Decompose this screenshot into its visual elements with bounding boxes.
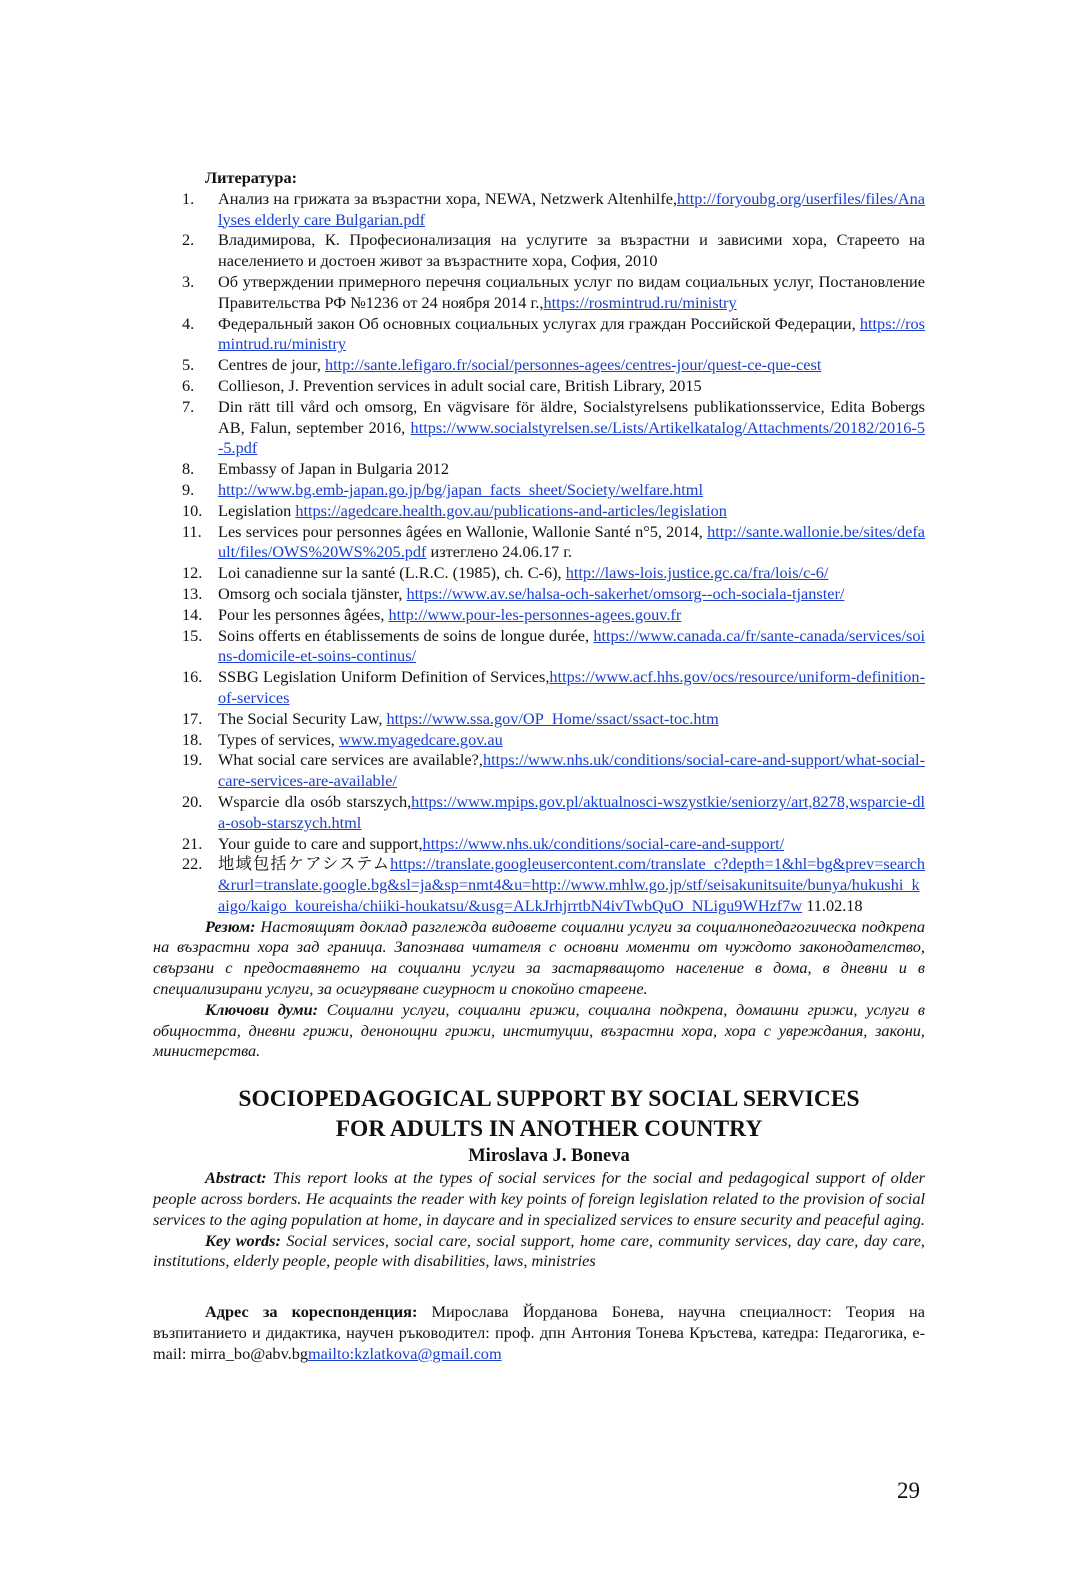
reference-item [153,522,925,564]
reference-link[interactable]: http://www.bg.emb-japan.go.jp/bg/japan_facts_sheet/Society/welfare.html [218,479,703,499]
reference-item [153,459,925,480]
article-title-line-1: SOCIOPEDAGOGICAL SUPPORT BY SOCIAL SERVICES [238,1086,860,1113]
abstract-en-label: Abstract: [205,1168,267,1188]
reference-link[interactable]: http://www.pour-les-personnes-agees.gouv.fr [388,604,682,624]
reference-number: 6. [182,375,195,395]
correspondence-label: Адрес за кореспонденция: [205,1302,418,1322]
reference-text: Legislation [218,500,296,520]
reference-text: Les services pour personnes âgées en Wallonie, Wallonie Santé n°5, 2014, [218,521,708,541]
reference-text: Федеральный закон Об основных социальных услугах для граждан Российской Федерации, [218,313,860,333]
reference-text: Din rätt till vård och omsorg, En vägvisare för äldre, Socialstyrelsens publikationsservice, Edita Bobergs AB, Falun, september 2016, [218,396,925,437]
reference-item [153,376,925,397]
reference-text: Loi canadienne sur la santé (L.R.C. (1985), ch. C-6), [218,563,566,583]
keywords-bg-text: Социални услуги, социални грижи, социална подкрепа, домашни грижи, услуги в общността, дневни грижи, денонощни грижи, институции, възрастни хора, хора с увреждания, закони, министерства. [153,999,926,1061]
correspondence-email-link[interactable]: mailto:kzlatkova@gmail.com [308,1343,502,1363]
summary-bg-label: Резюм: [205,916,256,936]
reference-item [153,667,925,709]
reference-item [153,314,925,356]
summary-bg-text: Настоящият доклад разглежда видовете социални услуги за социалнопедагогическа подкрепа на възрастни хора зад граница. Запознава читателя с основни моменти от чуждото законодателство, свързани с предоставянето на социални услуги за застаряващото население в дома, в дневни и в специализирани услуги, за осигуряване сигурност и спокойно стареене. [153,916,925,999]
reference-text: Анализ на грижата за възрастни хора, NEWA, Netzwerk Altenhilfe, [218,188,678,208]
reference-number: 16. [182,667,203,687]
keywords-bg-label: Ключови думи: [205,999,319,1019]
literature-heading: Литература: [205,168,298,187]
reference-text: Centres de jour, [218,355,325,375]
reference-link[interactable]: https://agedcare.health.gov.au/publications-and-articles/legislation [295,500,727,520]
reference-number: 1. [182,188,195,208]
reference-number: 17. [182,708,203,728]
reference-number: 2. [182,230,195,250]
reference-link[interactable]: http://foryoubg.org/userfiles/files/Analyses elderly care Bulgarian.pdf [218,188,925,229]
reference-number: 19. [182,750,203,770]
reference-text: Collieson, J. Prevention services in adult social care, British Library, 2015 [218,375,702,395]
reference-number: 22. [182,854,203,874]
reference-text: 地域包括ケアシステム [218,854,391,874]
abstract-en [153,1168,925,1230]
reference-number: 13. [182,583,203,603]
reference-link[interactable]: https://www.nhs.uk/conditions/social-care-and-support/what-social-care-services-are-available/ [218,750,925,791]
reference-item [153,709,925,730]
reference-item [153,563,925,584]
reference-item [153,834,925,855]
reference-link[interactable]: https://www.acf.hhs.gov/ocs/resource/uniform-definition-of-services [218,667,925,707]
author-name: Miroslava J. Boneva [468,1146,630,1167]
reference-number: 11. [182,521,202,541]
reference-link[interactable]: https://www.ssa.gov/OP_Home/ssact/ssact-toc.htm [386,708,719,728]
reference-number: 4. [182,313,195,333]
reference-item [153,792,925,834]
reference-item [153,189,925,231]
reference-number: 8. [182,459,195,479]
reference-item [153,230,925,272]
reference-number: 14. [182,604,203,624]
summary-bg [153,917,925,1000]
reference-link[interactable]: https://translate.googleusercontent.com/translate_c?depth=1&hl=bg&prev=search&rurl=translate.google.bg&sl=ja&sp=nmt4&u=http://www.mhlw.go.jp/stf/seisakunitsuite/bunya/hukushi_kaigo/kaigo_koureisha/chiiki-houkatsu/&usg=ALkJrhjrrtbN4ivTwbQuO_NLigu9WHzf7w [218,854,925,915]
reference-item [153,584,925,605]
reference-text: What social care services are available?, [218,750,483,770]
reference-number: 5. [182,355,195,375]
correspondence-address [153,1302,925,1364]
reference-number: 21. [182,833,203,853]
reference-text: Omsorg och sociala tjänster, [218,583,407,603]
keywords-en-label: Key words: [205,1230,281,1250]
reference-item [153,272,925,314]
article-title-line-2: FOR ADULTS IN ANOTHER COUNTRY [335,1116,763,1143]
reference-list [153,189,925,917]
reference-item [153,397,925,459]
reference-text: Wsparcie dla osób starszych, [218,791,412,811]
reference-number: 10. [182,500,203,520]
reference-text: SSBG Legislation Uniform Definition of Services, [218,667,550,687]
reference-link[interactable]: https://www.nhs.uk/conditions/social-care-and-support/ [422,833,785,853]
reference-text: Types of services, [218,729,339,749]
reference-note: изтеглено 24.06.17 г. [426,542,573,562]
reference-number: 15. [182,625,203,645]
reference-item [153,854,925,916]
reference-text: Soins offerts en établissements de soins de longue durée, [218,625,594,645]
reference-link[interactable]: https://www.socialstyrelsen.se/Lists/Artikelkatalog/Attachments/20182/2016-5-5.pdf [218,417,925,458]
reference-text: Your guide to care and support, [218,833,423,853]
keywords-en-text: Social services, social care, social support, home care, community services, day care, day care, institutions, elderly people, people with disabilities, laws, ministries [153,1230,925,1271]
reference-note: 11.02.18 [802,895,863,915]
reference-number: 9. [182,479,195,499]
reference-link[interactable]: https://rosmintrud.ru/ministry [218,313,925,354]
reference-text: Владимирова, К. Професионализация на услугите за възрастни и зависими хора, Стареето на населението и достоен живот за възрастните хора, София, 2010 [218,230,925,271]
reference-link[interactable]: http://sante.wallonie.be/sites/default/files/OWS%20WS%205.pdf [218,521,925,562]
reference-item [153,730,925,751]
reference-text: Embassy of Japan in Bulgaria 2012 [218,459,450,479]
reference-link[interactable]: https://rosmintrud.ru/ministry [543,292,737,312]
reference-item [153,750,925,792]
article-title [153,1084,925,1144]
reference-number: 7. [182,396,195,416]
reference-number: 12. [182,563,203,583]
reference-link[interactable]: https://www.mpips.gov.pl/aktualnosci-wszystkie/seniorzy/art,8278,wsparcie-dla-osob-starszych.html [218,791,925,832]
reference-item [153,355,925,376]
keywords-en [153,1231,925,1273]
keywords-bg [153,1000,925,1062]
reference-text: Об утверждении примерного перечня социальных услуг по видам социальных услуг, Постановление Правительства РФ №1236 от 24 ноября 2014 г., [218,271,925,312]
reference-text: Pour les personnes âgées, [218,604,389,624]
reference-item [153,480,925,501]
reference-item [153,626,925,668]
reference-link[interactable]: https://www.av.se/halsa-och-sakerhet/omsorg--och-sociala-tjanster/ [406,583,845,603]
reference-number: 3. [182,271,195,291]
reference-number: 18. [182,729,203,749]
page-number: 29 [897,1478,920,1503]
abstract-en-text: This report looks at the types of social services for the social and pedagogical support of older people across borders. He acquaints the reader with key points of foreign legislation related to the provision of social services to the aging population at home, in daycare and in specialized services to ensure security and peaceful aging. [153,1168,925,1229]
reference-link[interactable]: http://laws-lois.justice.gc.ca/fra/lois/c-6/ [565,563,829,583]
reference-item [153,501,925,522]
reference-link[interactable]: www.myagedcare.gov.au [338,729,503,749]
reference-link[interactable]: https://www.canada.ca/fr/sante-canada/services/soins-domicile-et-soins-continus/ [218,625,925,666]
reference-text: The Social Security Law, [218,708,387,728]
reference-number: 20. [182,791,203,811]
reference-item [153,605,925,626]
page-content [153,168,925,1365]
correspondence-text: Мирослава Йорданова Бонева, научна специалност: Теория на възпитанието и дидактика, научен ръководител: проф. дпн Антония Тонева Кръстева, катедра: Педагогика, e-mail: mirra_bo@abv.bg [153,1302,925,1363]
reference-link[interactable]: http://sante.lefigaro.fr/social/personnes-agees/centres-jour/quest-ce-que-cest [324,355,822,375]
